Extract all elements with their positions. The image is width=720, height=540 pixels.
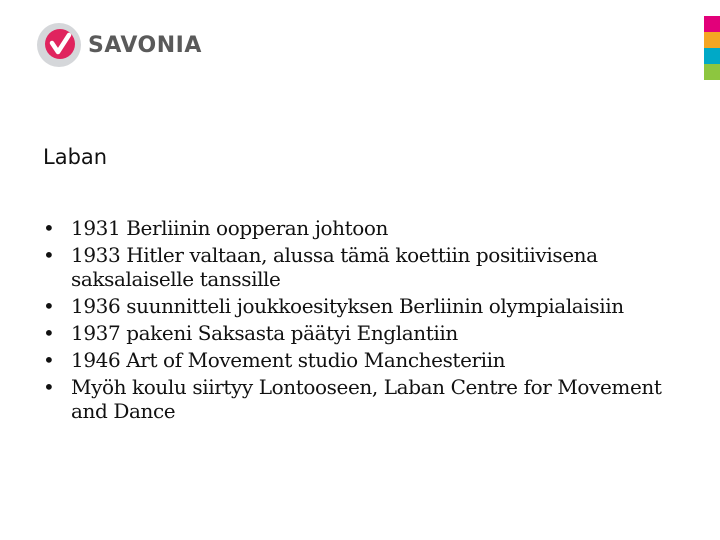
bullet-list [43, 216, 683, 426]
savonia-logo [36, 22, 202, 68]
strip-segment-5 [704, 64, 720, 80]
strip-segment-4 [704, 48, 720, 64]
brand-name: SAVONIA [88, 32, 202, 58]
strip-segment-2 [704, 16, 720, 32]
bullet-item: • 1933 Hitler valtaan, alussa tämä koettiin positiivisena saksalaiselle tanssille [43, 243, 683, 291]
bullet-item: • Myöh koulu siirtyy Lontooseen, Laban Centre for Movement and Dance [43, 375, 683, 423]
slide-title: Laban [43, 145, 108, 169]
strip-segment-1 [704, 0, 720, 16]
savonia-logo-mark-icon [36, 22, 82, 68]
strip-segment-3 [704, 32, 720, 48]
bullet-item: • 1931 Berliinin oopperan johtoon [43, 216, 683, 240]
color-strip [704, 0, 720, 80]
bullet-item: • 1937 pakeni Saksasta päätyi Englantiin [43, 321, 683, 345]
bullet-item: • 1946 Art of Movement studio Manchesteriin [43, 348, 683, 372]
bullet-item: • 1936 suunnitteli joukkoesityksen Berliinin olympialaisiin [43, 294, 683, 318]
